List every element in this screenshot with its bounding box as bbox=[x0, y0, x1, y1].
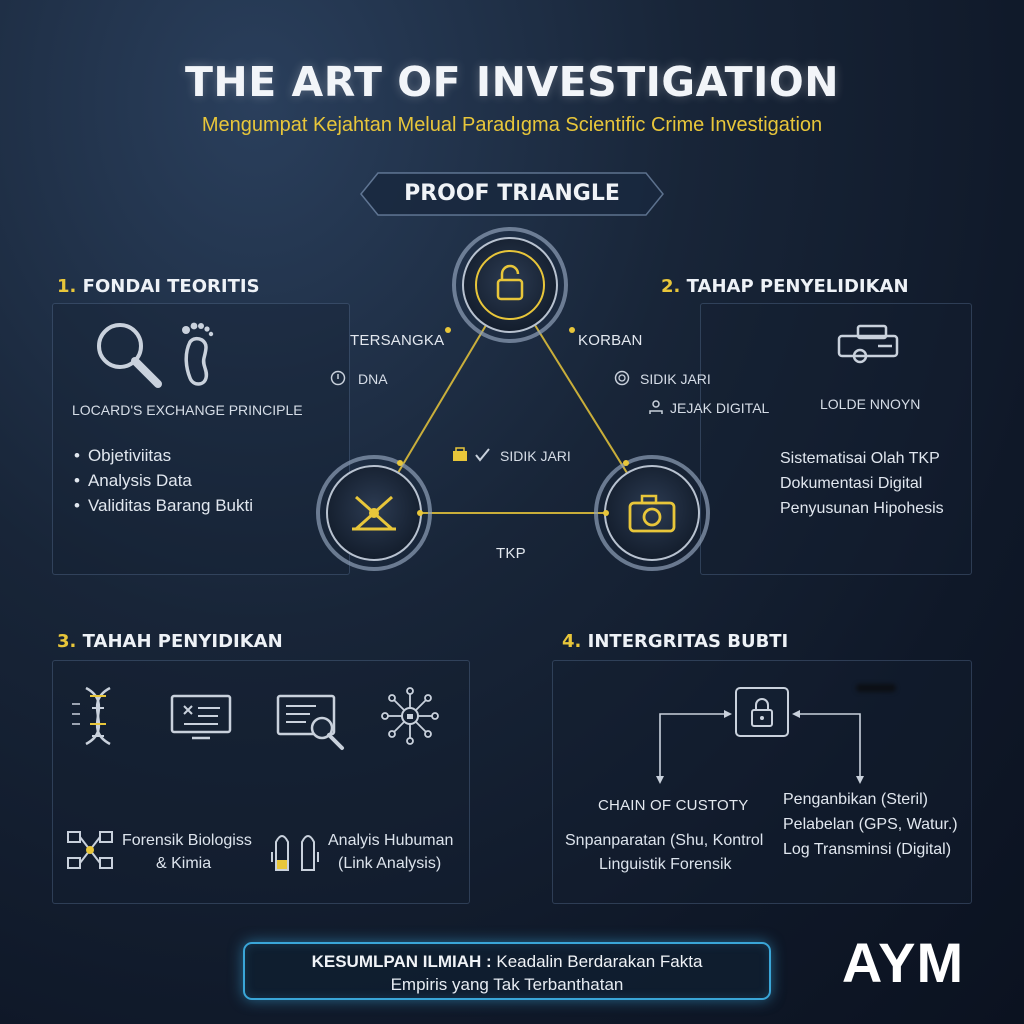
page-subtitle: Mengumpat Kejahtan Melual Paradıgma Scientific Crime Investigation bbox=[201, 114, 823, 136]
proof-triangle-banner bbox=[360, 172, 664, 216]
section1-number: 1. bbox=[57, 276, 77, 297]
section2-title-text: TAHAP PENYELIDIKAN bbox=[686, 276, 909, 297]
list-item: Penganbikan (Steril) bbox=[783, 791, 928, 808]
label-tkp: TKP bbox=[496, 545, 526, 562]
screen-search-icon bbox=[276, 692, 348, 756]
section4-left-line2: Linguistik Forensik bbox=[599, 856, 732, 873]
lab-network-icon bbox=[66, 828, 114, 876]
item2-line1: Analyis Hubuman bbox=[328, 832, 454, 849]
section2-caption: LOLDE NNOYN bbox=[820, 396, 921, 412]
section4-left-line1: Snpanparatan (Shu, Kontrol bbox=[565, 832, 764, 849]
section1-title-text: FONDAI TEORITIS bbox=[82, 276, 260, 297]
tag-jejak-digital: JEJAK DIGITAL bbox=[670, 400, 770, 416]
conclusion-box bbox=[243, 942, 771, 1000]
magnifier-icon bbox=[90, 318, 170, 394]
network-icon bbox=[380, 686, 440, 750]
section3-number: 3. bbox=[57, 631, 77, 652]
item1-line2: & Kimia bbox=[156, 855, 212, 872]
conclusion-line2: Empiris yang Tak Terbanthatan bbox=[390, 975, 624, 994]
section4-number: 4. bbox=[562, 631, 582, 652]
list-item: • Analysis Data bbox=[74, 471, 253, 496]
proof-triangle-label: PROOF TRIANGLE bbox=[404, 181, 620, 206]
list-item: Sistematisai Olah TKP bbox=[780, 450, 940, 467]
section3-title-text: TAHAH PENYIDIKAN bbox=[82, 631, 283, 652]
page-title: THE ART OF INVESTIGATION bbox=[184, 58, 840, 106]
conclusion-text: Keadalin Berdarakan Fakta bbox=[491, 952, 703, 971]
tools-icon bbox=[836, 322, 902, 370]
label-korban: KORBAN bbox=[578, 332, 643, 349]
locard-caption: LOCARD'S EXCHANGE PRINCIPLE bbox=[72, 402, 303, 418]
list-item: Dokumentasi Digital bbox=[780, 475, 923, 492]
section1-bullets bbox=[74, 446, 253, 521]
section1-title bbox=[57, 276, 260, 297]
tag-sidik-jari: SIDIK JARI bbox=[640, 371, 711, 387]
node-right bbox=[596, 457, 708, 569]
section2-number: 2. bbox=[661, 276, 681, 297]
section2-lines bbox=[780, 450, 944, 525]
redaction-mark bbox=[856, 684, 896, 692]
dna-tag-icon bbox=[330, 370, 346, 390]
section3-title bbox=[57, 631, 283, 652]
section4-title bbox=[562, 631, 788, 652]
node-top bbox=[454, 229, 566, 341]
bullet-icon bbox=[270, 826, 322, 878]
evidence-bag-icon bbox=[452, 447, 492, 467]
list-item: • Validitas Barang Bukti bbox=[74, 496, 253, 521]
user-icon bbox=[648, 399, 664, 419]
section4-title-text: INTERGRITAS BUBTI bbox=[587, 631, 789, 652]
list-item: Penyusunan Hipohesis bbox=[780, 500, 944, 517]
label-tersangka: TERSANGKA bbox=[350, 332, 445, 349]
item2-line2: (Link Analysis) bbox=[338, 855, 442, 872]
list-item: Pelabelan (GPS, Watur.) bbox=[783, 816, 958, 833]
fingerprint-icon bbox=[614, 370, 630, 390]
dna-icon bbox=[66, 684, 130, 752]
list-item: Log Transminsi (Digital) bbox=[783, 841, 952, 858]
brand-logo: AYM bbox=[841, 931, 965, 994]
chain-diagram bbox=[640, 680, 880, 794]
conclusion-label: KESUMLPAN ILMIAH : bbox=[311, 952, 492, 971]
tag-dna: DNA bbox=[358, 371, 388, 387]
monitor-icon bbox=[170, 694, 232, 746]
footprint-icon bbox=[178, 320, 218, 394]
chain-of-custody-label: CHAIN OF CUSTOTY bbox=[598, 797, 749, 814]
item1-line1: Forensik Biologiss bbox=[122, 832, 252, 849]
tag-sidik-center: SIDIK JARI bbox=[500, 448, 571, 464]
list-item: • Objetiviitas bbox=[74, 446, 253, 471]
conclusion-line1 bbox=[245, 952, 769, 972]
section4-right-lines bbox=[783, 791, 958, 866]
